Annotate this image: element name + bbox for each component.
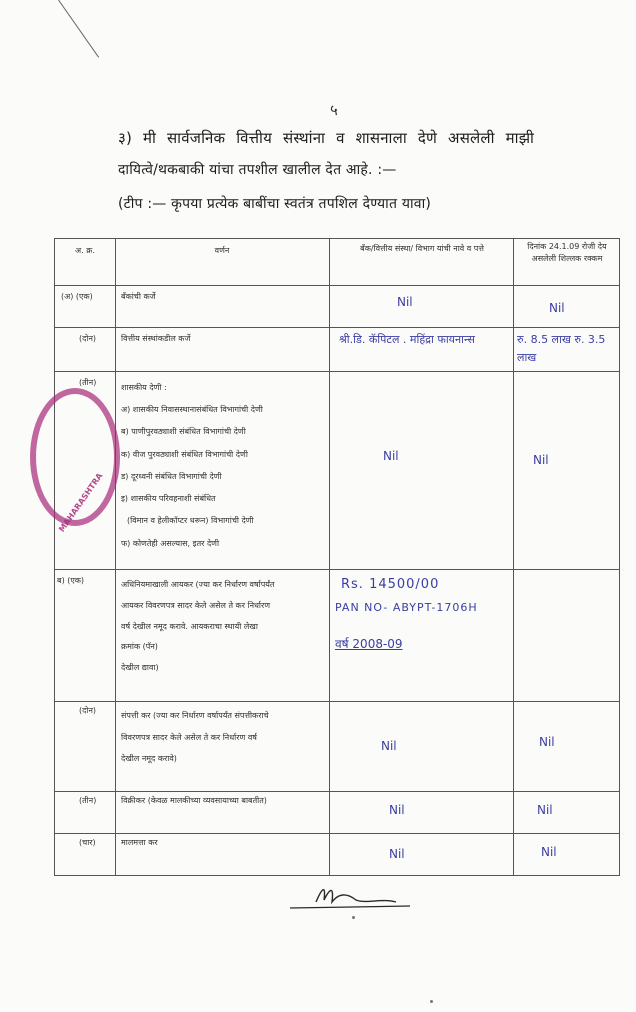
row3-bank-handwritten: Nil <box>383 449 399 463</box>
row7-bank-handwritten: Nil <box>389 847 405 861</box>
row3-line: अ) शासकीय निवासस्थानासंबंधित विभागांची देणी <box>121 405 263 415</box>
row1-description: बँकांची कर्जे <box>121 292 156 301</box>
header-description: वर्णन <box>214 246 230 255</box>
row4-line: वर्ष देखील नमूद करावे. आयकराचा स्थायी लेखा <box>121 621 258 631</box>
row-divider <box>55 371 619 372</box>
row5-serial: (दोन) <box>79 706 97 715</box>
row4-tax-amount-handwritten: Rs. 14500/00 <box>341 577 440 592</box>
row-divider <box>55 327 619 328</box>
col-divider <box>329 239 330 875</box>
row3-line: क) वीज पुरवठ्याशी संबंधित विभागांची देणी <box>121 449 248 459</box>
row5-line: संपत्ती कर (ज्या कर निर्धारण वर्षापर्यंत संपत्तीकराचे <box>121 711 269 720</box>
row-divider <box>55 569 619 570</box>
page-number: ५ <box>330 101 338 119</box>
row4-pan-handwritten: PAN NO- ABYPT-1706H <box>335 601 478 614</box>
row3-serial: (तीन) <box>79 378 97 387</box>
signature <box>286 880 416 920</box>
row5-bank-handwritten: Nil <box>381 739 397 753</box>
row3-line: इ) शासकीय परिवहनाशी संबंधित <box>121 494 216 504</box>
stamp-text: MAHARASHTRA <box>57 471 105 534</box>
row6-bank-handwritten: Nil <box>389 803 405 817</box>
row-divider <box>55 285 619 286</box>
intro-line-1: ३) मी सार्वजनिक वित्तीय संस्थांना व शासनाला देणे असलेली माझी <box>118 129 535 147</box>
row3-line: फ) कोणतेही असल्यास, इतर देणी <box>121 538 220 548</box>
row4-serial: ब) (एक) <box>57 576 85 585</box>
intro-line-2: दायित्वे/थकबाकी यांचा तपशील खालील देत आहे. :— <box>118 162 397 178</box>
row3-line: ड) दूरध्वनी संबंधित विभागांची देणी <box>121 471 222 481</box>
official-stamp <box>30 388 120 534</box>
row7-serial: (चार) <box>79 838 96 847</box>
row6-amount-handwritten: Nil <box>537 803 553 817</box>
row1-serial: (अ) (एक) <box>61 292 93 301</box>
row5-line: देखील नमूद करावे) <box>121 754 177 764</box>
row5-amount-handwritten: Nil <box>539 735 555 749</box>
ink-dot <box>430 1000 433 1003</box>
row1-bank-handwritten: Nil <box>397 295 413 309</box>
row2-amount-handwritten: रु. 8.5 लाख रु. 3.5 लाख <box>517 333 606 364</box>
col-divider <box>513 239 514 875</box>
row6-description: विक्रीकर (केवळ मालकीच्या व्यवसायाच्या बाबतीत) <box>121 796 267 805</box>
row4-line: अधिनियमाखाली आयकर (ज्या कर निर्धारण वर्षापर्यंत <box>121 580 275 589</box>
row2-description: वित्तीय संस्थांकडील कर्जे <box>121 334 191 343</box>
intro-line-3: (टीप :— कृपया प्रत्येक बाबींचा स्वतंत्र तपशिल देण्यात यावा) <box>118 196 432 212</box>
header-bank: बँक/वित्तीय संस्था/ विभाग यांची नावे व पत्ते <box>360 244 484 253</box>
row-divider <box>55 833 619 834</box>
row2-serial: (दोन) <box>79 334 97 343</box>
col-divider <box>115 239 116 875</box>
row3-line: शासकीय देणी : <box>121 383 167 392</box>
row1-amount-handwritten: Nil <box>549 301 565 315</box>
row3-line: (विमान व हेलीकॉप्टर धरून) विभागांची देणी <box>127 516 254 526</box>
row7-description: मालमत्ता कर <box>121 838 158 847</box>
row4-line: क्रमांक (पॅन) <box>121 642 158 652</box>
row4-description <box>121 575 274 679</box>
row4-line: आयकर विवरणपत्र सादर केले असेल ते कर निर्धारण <box>121 600 271 610</box>
row5-description <box>121 705 269 770</box>
row5-line: विवरणपत्र सादर केले असेल ते कर निर्धारण वर्ष <box>121 732 257 742</box>
row-divider <box>55 791 619 792</box>
liabilities-table <box>54 238 620 876</box>
row-divider <box>55 701 619 702</box>
row4-line: देखील द्यावा) <box>121 663 159 673</box>
row7-amount-handwritten: Nil <box>541 845 557 859</box>
row3-line: ब) पाणीपुरवठ्याशी संबंधित विभागांची देणी <box>121 427 246 437</box>
corner-mark <box>58 0 99 58</box>
ink-dot <box>352 916 355 919</box>
header-serial: अ. क्र. <box>75 246 95 255</box>
row3-description <box>121 377 263 555</box>
row2-bank-handwritten: श्री.डि. कॅपिटल . महिंद्रा फायनान्स <box>339 333 475 346</box>
row4-year-handwritten: वर्ष 2008-09 <box>335 637 403 651</box>
row6-serial: (तीन) <box>79 796 97 805</box>
header-amount: दिनांक 24.1.09 रोजी देय असलेली शिल्लक रक्कम <box>527 242 607 263</box>
row3-amount-handwritten: Nil <box>533 453 549 467</box>
